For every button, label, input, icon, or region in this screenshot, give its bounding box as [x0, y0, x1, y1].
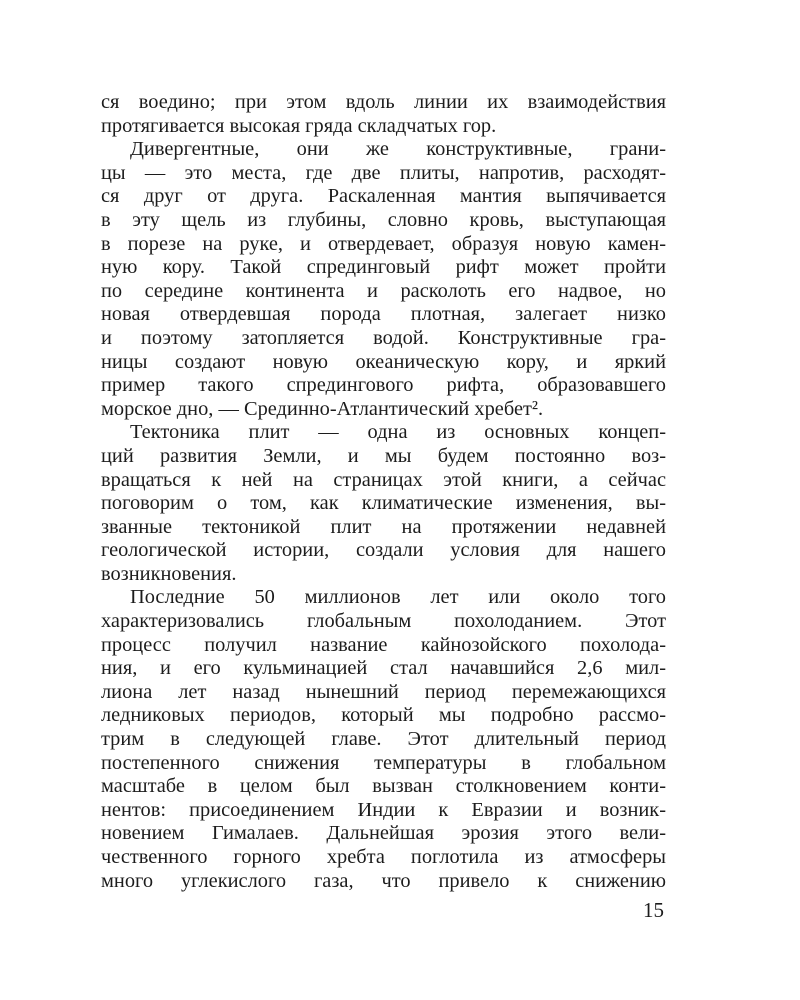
text-line: характеризовались глобальным похолоданием. Этот: [101, 610, 666, 633]
text-line: званные тектоникой плит на протяжении недавней: [101, 515, 666, 538]
text-line: по середине континента и расколоть его надвое, но: [101, 279, 666, 302]
text-line: нентов: присоединением Индии к Евразии и возник-: [101, 798, 666, 821]
body-text: [101, 91, 666, 893]
text-line: и поэтому затопляется водой. Конструктивные гра-: [101, 326, 666, 349]
text-line: геологической истории, создали условия для нашего: [101, 539, 666, 562]
text-line: масштабе в целом был вызван столкновением конти-: [101, 775, 666, 798]
text-line: ницы создают новую океаническую кору, и яркий: [101, 350, 666, 373]
text-line: много углекислого газа, что привело к снижению: [101, 869, 666, 892]
text-line: цы — это места, где две плиты, напротив, расходят-: [101, 161, 666, 184]
text-line: возникновения.: [101, 562, 237, 585]
text-line: ся воедино; при этом вдоль линии их взаимодействия: [101, 91, 666, 113]
text-line: Тектоника плит — одна из основных концеп-: [130, 421, 666, 444]
text-line: ную кору. Такой спрединговый рифт может пройти: [101, 256, 666, 279]
text-line: ледниковых периодов, который мы подробно рассмо-: [101, 704, 666, 727]
text-line: протягивается высокая гряда складчатых гор.: [101, 114, 497, 137]
text-line: чественного горного хребта поглотила из атмосферы: [101, 846, 666, 868]
text-line: ций развития Земли, и мы будем постоянно воз-: [101, 444, 666, 467]
text-line: пример такого спредингового рифта, образовавшего: [101, 374, 666, 397]
text-line: процесс получил название кайнозойского похолода-: [101, 633, 666, 656]
text-line: новая отвердевшая порода плотная, залегает низко: [101, 303, 666, 326]
text-line: трим в следующей главе. Этот длительный период: [101, 728, 666, 751]
text-line: новением Гималаев. Дальнейшая эрозия этого вели-: [101, 822, 666, 845]
text-line: Дивергентные, они же конструктивные, грани-: [130, 138, 666, 161]
text-line: лиона лет назад нынешний период перемежающихся: [101, 680, 666, 703]
text-line: поговорим о том, как климатические изменения, вы-: [101, 492, 666, 515]
text-line: Последние 50 миллионов лет или около того: [130, 586, 666, 609]
text-line: в порезе на руке, и отвердевает, образуя новую камен-: [101, 232, 666, 255]
text-line: в эту щель из глубины, словно кровь, выступающая: [101, 208, 666, 231]
text-line: ся друг от друга. Раскаленная мантия выпячивается: [101, 185, 666, 208]
text-line: морское дно, — Срединно-Атлантический хребет².: [101, 397, 544, 420]
page-number: 15: [643, 898, 664, 922]
text-line: вращаться к ней на страницах этой книги, а сейчас: [101, 468, 666, 491]
text-line: ния, и его кульминацией стал начавшийся 2,6 мил-: [101, 657, 666, 680]
text-line: постепенного снижения температуры в глобальном: [101, 751, 666, 774]
